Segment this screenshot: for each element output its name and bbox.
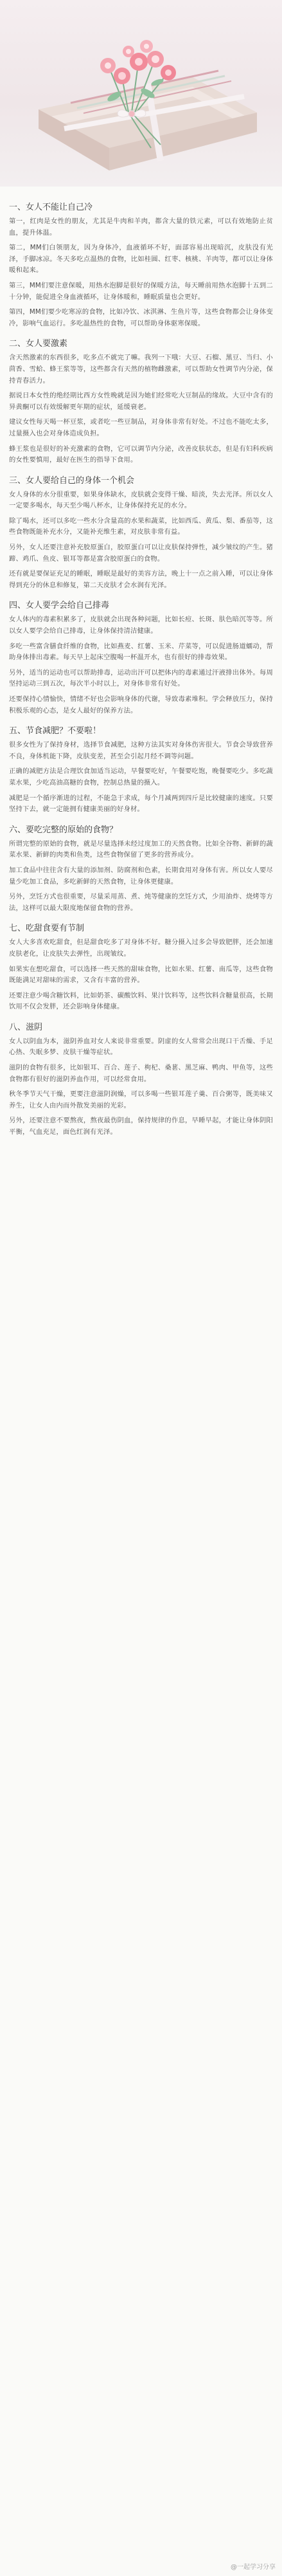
paragraph: 第四，MM们要少吃寒凉的食物，比如冷饮、冰淇淋、生鱼片等，这些食物都会让身体变冷，影响气血运行。多吃温热性的食物，可以帮助身体驱寒保暖。 — [9, 308, 273, 327]
paragraph: 女人身体的水分很重要，如果身体缺水，皮肤就会变得干燥、暗淡，失去光泽。所以女人一定要多喝水，每天至少喝八杯水，让身体保持充足的水分。 — [9, 490, 273, 510]
paragraph: 减肥是一个循序渐进的过程，不能急于求成，每个月减两到四斤是比较健康的速度。只要坚持下去，就一定能拥有健康美丽的好身材。 — [9, 794, 273, 814]
paragraph: 还要保持心情愉快，情绪不好也会影响身体的代谢，导致毒素堆积。学会释放压力，保持积极乐观的心态，是女人最好的保养方法。 — [9, 695, 273, 715]
paragraph: 含天然激素的东西很多，吃多点不就完了嘛。我列一下哦：大豆、石榴、黑豆、当归、小茴香、雪蛤、蜂王浆等等，这些都含有天然的植物雌激素，可以帮助女性调节内分泌，保持青春活力。 — [9, 354, 273, 385]
paragraph: 另外，适当的运动也可以帮助排毒，运动出汗可以把体内的毒素通过汗液排出体外。每周坚持运动三到五次，每次半小时以上，对身体非常有好处。 — [9, 668, 273, 688]
paragraph: 加工食品中往往含有大量的添加剂、防腐剂和色素，长期食用对身体有害。所以女人要尽量少吃加工食品，多吃新鲜的天然食物，让身体更健康。 — [9, 866, 273, 886]
article-body — [9, 193, 273, 2557]
paragraph: 还要注意少喝含糖饮料，比如奶茶、碳酸饮料、果汁饮料等，这些饮料含糖量很高，长期饮用不仅会发胖，还会影响身体健康。 — [9, 991, 273, 1011]
hero-image — [0, 0, 282, 187]
section-title: 四、女人要学会给自己排毒 — [9, 601, 110, 611]
paragraph: 很多女性为了保持身材，选择节食减肥，这种方法其实对身体伤害很大。节食会导致营养不良，身体机能下降，皮肤变差，甚至会引起月经不调等问题。 — [9, 741, 273, 760]
section-title: 一、女人不能让自己冷 — [9, 203, 93, 212]
section-title: 二、女人要激素 — [9, 339, 68, 349]
paragraph: 据说日本女性的绝经期比西方女性晚就是因为她们经常吃大豆制品的缘故。大豆中含有的异黄酮可以有效缓解更年期的症状，延缓衰老。 — [9, 392, 273, 411]
section-title: 三、女人要给自己的身体一个机会 — [9, 475, 135, 486]
paragraph: 滋阴的食物有很多，比如银耳、百合、莲子、枸杞、桑葚、黑芝麻、鸭肉、甲鱼等，这些食物都有很好的滋阴养血作用，可以经常食用。 — [9, 1064, 273, 1083]
paragraph: 建议女性每天喝一杯豆浆，或者吃一些豆制品，对身体非常有好处。不过也不能吃太多，过量摄入也会对身体造成负担。 — [9, 418, 273, 437]
pink-flowers — [100, 40, 176, 84]
paragraph: 第二，MM们白领朋友，因为身体冷，血液循环不好，面部容易出现暗沉，皮肤没有光泽，手脚冰凉。冬天多吃点温热的食物，比如桂圆、红枣、核桃、羊肉等，都可以让身体暖和起来。 — [9, 244, 273, 275]
section-title: 六、要吃完整的原始的食物？ — [9, 825, 118, 835]
section-title: 七、吃甜食要有节制 — [9, 924, 85, 934]
ribbon-bow — [118, 110, 146, 117]
paragraph: 蜂王浆也是很好的补充激素的食物，它可以调节内分泌，改善皮肤状态，但是有妇科疾病的女性要慎用，最好在医生的指导下食用。 — [9, 444, 273, 464]
paragraph: 女人体内的毒素积累多了，皮肤就会出现各种问题，比如长痘、长斑、肤色暗沉等等。所以女人要学会给自己排毒，让身体保持清洁健康。 — [9, 616, 273, 635]
paragraph: 正确的减肥方法是合理饮食加适当运动，早餐要吃好，午餐要吃饱，晚餐要吃少。多吃蔬菜水果，少吃高油高糖的食物，控制总热量的摄入。 — [9, 767, 273, 787]
gift-bouquet-illustration — [0, 0, 282, 187]
paragraph: 第三，MM们要注意保暖，用热水泡脚是很好的保暖方法，每天睡前用热水泡脚十五到二十分钟，能促进全身血液循环，让身体暖和，睡眠质量也会更好。 — [9, 281, 273, 301]
paragraph: 女人以阴血为本，滋阴养血对女人来说非常重要。阴虚的女人常常会出现口干舌燥、手足心热、失眠多梦、皮肤干燥等症状。 — [9, 1037, 273, 1057]
paragraph: 多吃一些富含膳食纤维的食物，比如燕麦、红薯、玉米、芹菜等，可以促进肠道蠕动，帮助身体排出毒素。每天早上起床空腹喝一杯温开水，也有很好的排毒效果。 — [9, 642, 273, 662]
paragraph: 另外，烹饪方式也很重要，尽量采用蒸、煮、炖等健康的烹饪方式，少用油炸、烧烤等方法，这样可以最大限度地保留食物的营养。 — [9, 893, 273, 912]
paragraph: 女人大多喜欢吃甜食，但是甜食吃多了对身体不好。糖分摄入过多会导致肥胖，还会加速皮肤老化，让皮肤失去弹性，出现皱纹。 — [9, 938, 273, 958]
paragraph: 第一，红肉是女性的朋友，尤其是牛肉和羊肉，都含大量的铁元素，可以有效地防止贫血，提升体温。 — [9, 217, 273, 237]
paragraph: 还有就是要保证充足的睡眠，睡眠是最好的美容方法，晚上十一点之前入睡，可以让身体得到充分的休息和修复，第二天皮肤才会水润有光泽。 — [9, 570, 273, 589]
paragraph: 秋冬季节天气干燥，更要注意滋阴润燥，可以多喝一些银耳莲子羹、百合粥等，既美味又养生，让女人由内而外散发美丽的光彩。 — [9, 1090, 273, 1110]
fabric-stack — [39, 71, 257, 170]
paragraph: 除了喝水，还可以多吃一些水分含量高的水果和蔬菜，比如西瓜、黄瓜、梨、番茄等，这些食物既能补充水分，又能补充维生素，对皮肤非常有益。 — [9, 516, 273, 536]
paragraph: 另外，还要注意不要熬夜，熬夜最伤阴血，保持规律的作息，早睡早起，才能让身体阴阳平衡，气血充足，面色红润有光泽。 — [9, 1117, 273, 1137]
watermark: @一起学习分享 — [231, 2564, 276, 2571]
section-title: 八、滋阴 — [9, 1022, 43, 1032]
paragraph: 如果实在想吃甜食，可以选择一些天然的甜味食物，比如水果、红薯、南瓜等，这些食物既能满足对甜味的需求，又含有丰富的营养。 — [9, 965, 273, 985]
paragraph: 另外，女人还要注意补充胶原蛋白，胶原蛋白可以让皮肤保持弹性，减少皱纹的产生。猪蹄、鸡爪、鱼皮、银耳等都是富含胶原蛋白的食物。 — [9, 544, 273, 563]
paragraph: 所谓完整的原始的食物，就是尽量选择未经过度加工的天然食物。比如全谷物、新鲜的蔬菜水果、新鲜的肉类和鱼类，这些食物保留了更多的营养成分。 — [9, 839, 273, 859]
section-title: 五、节食减肥？不要啦！ — [9, 726, 101, 736]
